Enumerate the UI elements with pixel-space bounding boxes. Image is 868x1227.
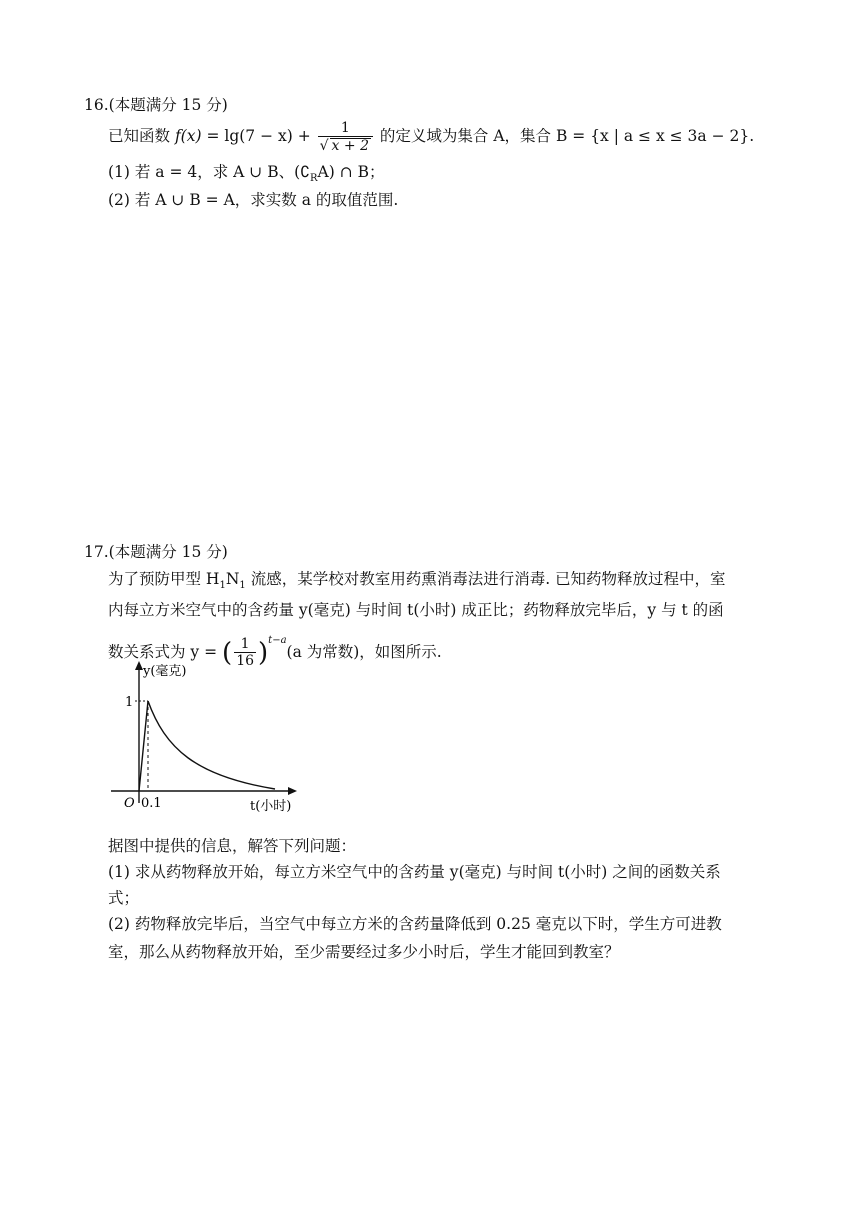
q17-right-paren: )	[258, 638, 269, 668]
q16-stem-suffix: 的定义域为集合 A，集合 B = {x | a ≤ x ≤ 3a − 2}.	[374, 127, 755, 145]
q16-part2: (2) 若 A ∪ B = A，求实数 a 的取值范围.	[108, 191, 399, 209]
q17-line1-c: 流感，某学校对教室用药熏消毒法进行消毒. 已知药物释放过程中，室	[245, 570, 726, 588]
x-tick-label: 0.1	[141, 796, 162, 811]
q16-score: (本题满分 15 分)	[108, 96, 228, 114]
q17-part1-line2: 式；	[108, 889, 140, 907]
q17-frac-num: 1	[240, 636, 250, 653]
x-axis-arrow	[288, 787, 297, 795]
q17-line3-b: (a 为常数)，如图所示.	[286, 643, 442, 661]
q17-score: (本题满分 15 分)	[108, 543, 228, 561]
q17-number: 17.	[84, 543, 109, 561]
q16-stem	[108, 119, 754, 153]
q16-stem-prefix: 已知函数	[108, 127, 175, 145]
q16-f-lhs: f(x)	[174, 127, 202, 145]
q17-graph	[105, 658, 315, 818]
q17-part2-line2: 室，那么从药物释放开始，至少需要经过多少小时后，学生才能回到教室？	[108, 943, 620, 961]
rising-segment	[139, 701, 148, 791]
q17-part1-line1: (1) 求从药物释放开始，每立方米空气中的含药量 y(毫克) 与时间 t(小时) 之间的函数关系	[108, 863, 721, 881]
q16-fraction	[318, 121, 373, 153]
q17-left-paren: (	[222, 638, 233, 668]
q17-line1-a: 为了预防甲型 H	[108, 570, 220, 588]
x-axis-label: t(小时)	[250, 799, 292, 814]
q16-number: 16.	[84, 96, 109, 114]
q16-part1-text: (1) 若 a = 4，求 A ∪ B、(∁	[108, 163, 311, 181]
q16-part1-tail: A) ∩ B；	[317, 163, 385, 181]
q16-frac-den: x + 2	[331, 137, 369, 154]
y-axis-label: y(毫克)	[143, 664, 187, 679]
q17-line1	[108, 567, 726, 591]
origin-label: O	[124, 796, 135, 811]
q16-f-eq: = lg(7 − x) +	[201, 127, 316, 145]
q16-frac-num: 1	[340, 119, 350, 136]
y-tick-label: 1	[125, 695, 134, 710]
q16-part1-sub: R	[310, 173, 318, 185]
q17-frac-den: 16	[236, 653, 255, 669]
q16-frac-den-wrap	[318, 136, 373, 154]
y-axis-arrow	[135, 661, 143, 670]
decay-curve	[148, 701, 275, 789]
q17-header	[84, 540, 228, 562]
q17-exponent: t−a	[268, 635, 287, 646]
q16-sqrt-sign: √	[319, 137, 329, 154]
q17-line1-sub2: 1	[239, 580, 246, 592]
q17-line3-a: 数关系式为 y =	[108, 643, 223, 661]
q17-line2: 内每立方米空气中的含药量 y(毫克) 与时间 t(小时) 成正比；药物释放完毕后，y 与 t 的函	[108, 601, 724, 619]
q17-part2-line1: (2) 药物释放完毕后，当空气中每立方米的含药量降低到 0.25 毫克以下时，学生方可进教	[108, 915, 722, 933]
q17-line1-b: N	[225, 570, 240, 588]
q17-line1-sub1: 1	[219, 580, 226, 592]
q17-after-graph: 据图中提供的信息，解答下列问题：	[108, 837, 357, 855]
q16-part1	[108, 160, 385, 184]
q16-header	[84, 93, 228, 115]
